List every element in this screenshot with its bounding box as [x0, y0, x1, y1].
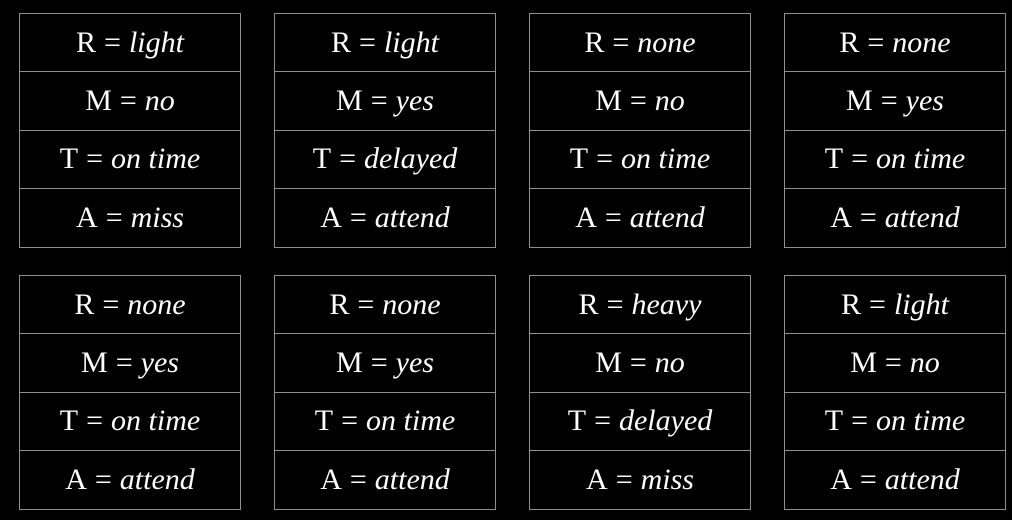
variable-value: none — [127, 287, 186, 321]
equals-sign: = — [604, 200, 622, 234]
variable-letter: T — [569, 142, 589, 176]
assignment-table — [529, 275, 751, 510]
equals-sign: = — [851, 404, 869, 438]
equals-sign: = — [102, 287, 120, 321]
variable-letter: R — [584, 25, 605, 59]
equals-sign: = — [612, 25, 630, 59]
assignment-cell — [530, 334, 750, 392]
variable-value: yes — [395, 83, 434, 117]
variable-value: on time — [876, 404, 966, 438]
variable-letter: M — [336, 83, 363, 117]
assignment-cell — [275, 334, 495, 392]
equals-sign: = — [606, 287, 624, 321]
variable-letter: R — [74, 287, 95, 321]
assignment-cell — [785, 131, 1005, 189]
assignment-cell — [275, 14, 495, 72]
assignment-cell — [20, 451, 240, 509]
variable-value: heavy — [631, 287, 702, 321]
assignment-table — [784, 13, 1006, 248]
variable-letter: A — [320, 462, 342, 496]
variable-letter: T — [824, 404, 844, 438]
equals-sign: = — [349, 200, 367, 234]
assignment-cell — [785, 334, 1005, 392]
assignment-table — [529, 13, 751, 248]
variable-value: on time — [621, 142, 711, 176]
variable-value: delayed — [618, 404, 713, 438]
assignment-table — [784, 275, 1006, 510]
equals-sign: = — [115, 345, 133, 379]
assignment-cell — [530, 393, 750, 451]
variable-value: on time — [366, 404, 456, 438]
assignment-cell — [785, 451, 1005, 509]
assignment-cell — [530, 14, 750, 72]
variable-letter: A — [320, 200, 342, 234]
assignment-cell — [20, 189, 240, 247]
equals-sign: = — [851, 142, 869, 176]
variable-value: attend — [374, 462, 450, 496]
assignment-cell — [275, 451, 495, 509]
variable-value: attend — [374, 200, 450, 234]
assignment-cell — [20, 334, 240, 392]
equals-sign: = — [119, 83, 137, 117]
variable-value: no — [654, 345, 685, 379]
equals-sign: = — [629, 345, 647, 379]
assignment-cell — [785, 14, 1005, 72]
variable-letter: A — [830, 462, 852, 496]
equals-sign: = — [867, 25, 885, 59]
variable-letter: M — [81, 345, 108, 379]
variable-value: attend — [119, 462, 195, 496]
variable-letter: A — [575, 200, 597, 234]
equals-sign: = — [370, 345, 388, 379]
assignment-cell — [20, 14, 240, 72]
variable-letter: T — [312, 142, 332, 176]
variable-value: attend — [884, 200, 960, 234]
assignment-table — [274, 275, 496, 510]
variable-letter: M — [850, 345, 877, 379]
variable-letter: T — [59, 404, 79, 438]
assignment-cell — [275, 189, 495, 247]
equals-sign: = — [629, 83, 647, 117]
equals-sign: = — [859, 200, 877, 234]
equals-sign: = — [349, 462, 367, 496]
assignment-table — [274, 13, 496, 248]
variable-letter: R — [329, 287, 350, 321]
variable-letter: T — [824, 142, 844, 176]
variable-letter: R — [839, 25, 860, 59]
assignment-cell — [275, 72, 495, 130]
equals-sign: = — [341, 404, 359, 438]
variable-value: delayed — [363, 142, 458, 176]
variable-value: light — [383, 25, 439, 59]
variable-value: none — [892, 25, 951, 59]
assignment-cell — [530, 276, 750, 334]
equals-sign: = — [339, 142, 356, 176]
variable-value: yes — [395, 345, 434, 379]
equals-sign: = — [359, 25, 376, 59]
equals-sign: = — [880, 83, 898, 117]
assignment-cell — [785, 276, 1005, 334]
equals-sign: = — [104, 25, 121, 59]
variable-value: no — [654, 83, 685, 117]
assignment-cell — [20, 72, 240, 130]
variable-letter: R — [76, 25, 97, 59]
variable-letter: R — [331, 25, 352, 59]
variable-value: attend — [629, 200, 705, 234]
variable-value: none — [637, 25, 696, 59]
variable-letter: A — [830, 200, 852, 234]
variable-value: no — [909, 345, 940, 379]
assignment-cell — [20, 393, 240, 451]
assignment-cell — [275, 393, 495, 451]
variable-value: on time — [111, 142, 201, 176]
equals-sign: = — [615, 462, 633, 496]
variable-value: miss — [640, 462, 694, 496]
variable-letter: M — [595, 345, 622, 379]
equals-sign: = — [370, 83, 388, 117]
equals-sign: = — [86, 404, 104, 438]
assignment-cell — [275, 131, 495, 189]
variable-value: on time — [876, 142, 966, 176]
assignment-cell — [785, 72, 1005, 130]
variable-letter: T — [567, 404, 587, 438]
variable-letter: M — [336, 345, 363, 379]
variable-value: attend — [884, 462, 960, 496]
variable-value: none — [382, 287, 441, 321]
assignment-cell — [530, 131, 750, 189]
equals-sign: = — [594, 404, 611, 438]
variable-letter: T — [314, 404, 334, 438]
assignment-table — [19, 275, 241, 510]
variable-letter: M — [595, 83, 622, 117]
variable-letter: A — [65, 462, 87, 496]
equals-sign: = — [884, 345, 902, 379]
variable-value: on time — [111, 404, 201, 438]
equals-sign: = — [105, 200, 123, 234]
assignment-cell — [20, 131, 240, 189]
variable-letter: M — [846, 83, 873, 117]
assignment-cell — [785, 189, 1005, 247]
variable-letter: R — [841, 287, 862, 321]
equals-sign: = — [859, 462, 877, 496]
equals-sign: = — [94, 462, 112, 496]
equals-sign: = — [869, 287, 886, 321]
assignment-cell — [530, 72, 750, 130]
assignment-cell — [275, 276, 495, 334]
assignment-cell — [785, 393, 1005, 451]
assignment-cell — [530, 189, 750, 247]
equals-sign: = — [357, 287, 375, 321]
variable-value: light — [128, 25, 184, 59]
variable-value: no — [144, 83, 175, 117]
variable-letter: A — [586, 462, 608, 496]
variable-letter: R — [578, 287, 599, 321]
variable-letter: A — [76, 200, 98, 234]
variable-value: light — [893, 287, 949, 321]
variable-value: yes — [140, 345, 179, 379]
variable-letter: T — [59, 142, 79, 176]
equals-sign: = — [86, 142, 104, 176]
equals-sign: = — [596, 142, 614, 176]
variable-value: miss — [130, 200, 184, 234]
variable-value: yes — [905, 83, 944, 117]
assignment-cell — [20, 276, 240, 334]
assignment-cell — [530, 451, 750, 509]
assignment-table — [19, 13, 241, 248]
variable-letter: M — [85, 83, 112, 117]
